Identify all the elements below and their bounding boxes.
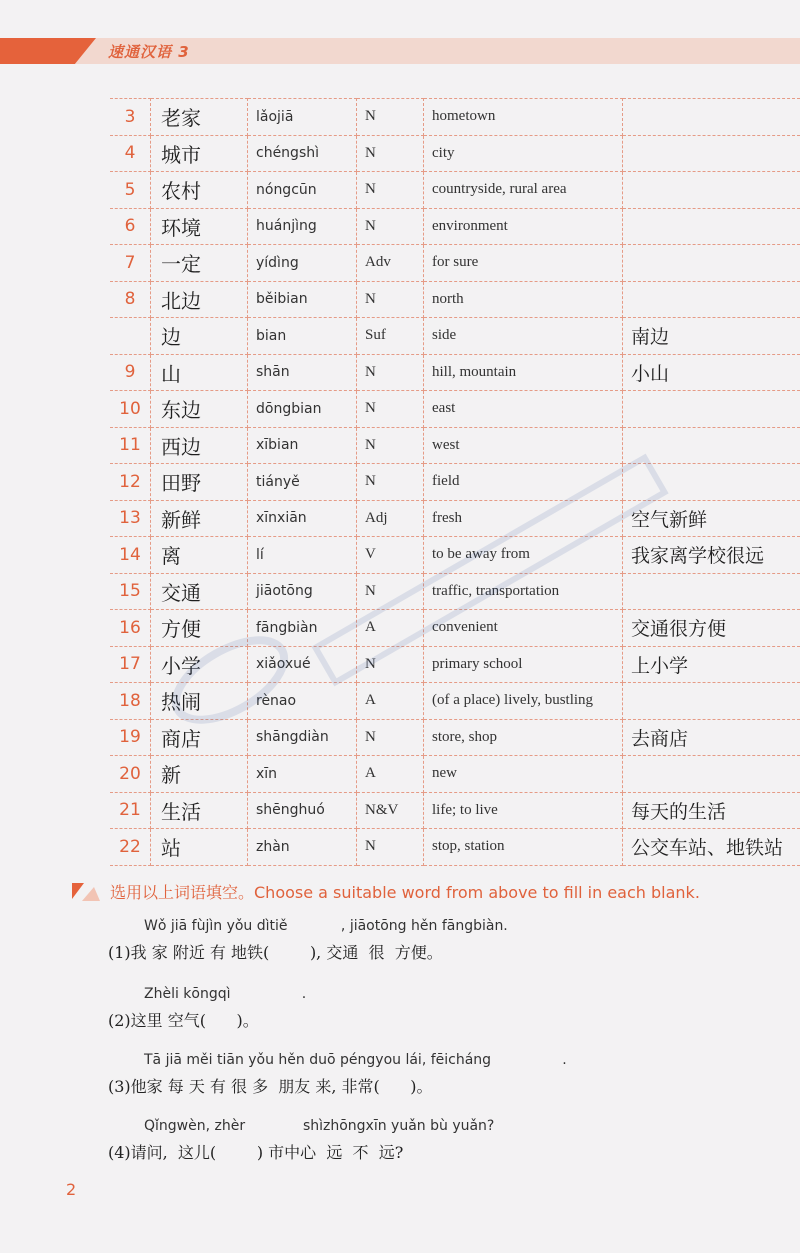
vocab-row: [110, 172, 800, 209]
vocab-pinyin: nóngcūn: [248, 172, 357, 209]
exercise-item: [108, 1118, 494, 1163]
vocab-row: [110, 756, 800, 793]
vocab-example: [623, 573, 800, 610]
vocab-pinyin: lí: [248, 537, 357, 574]
exercise-sentence: (3)他家 每 天 有 很 多 朋友 来, 非常( )。: [108, 1077, 433, 1096]
vocab-example: [623, 172, 800, 209]
vocab-word: 城市: [151, 135, 248, 172]
vocab-pinyin: rènao: [248, 683, 357, 720]
vocab-row: [110, 537, 800, 574]
vocab-number: 14: [110, 537, 151, 574]
vocab-number: 3: [110, 99, 151, 136]
vocab-example: 小山: [623, 354, 800, 391]
exercise-pinyin: Tā jiā měi tiān yǒu hěn duō péngyou lái, fēicháng .: [144, 1052, 567, 1068]
vocab-row: [110, 500, 800, 537]
vocab-number: 15: [110, 573, 151, 610]
vocab-pinyin: huánjìng: [248, 208, 357, 245]
vocab-number: 16: [110, 610, 151, 647]
vocab-row: [110, 719, 800, 756]
vocab-word: 西边: [151, 427, 248, 464]
vocab-example: 每天的生活: [623, 792, 800, 829]
exercise-item: [108, 918, 508, 963]
vocab-row: [110, 135, 800, 172]
vocab-example: [623, 683, 800, 720]
vocab-part-of-speech: N: [357, 646, 424, 683]
book-title: 速通汉语 3: [108, 43, 190, 61]
vocab-pinyin: shēnghuó: [248, 792, 357, 829]
vocab-english: fresh: [424, 500, 623, 537]
vocab-number: 5: [110, 172, 151, 209]
vocab-english: hometown: [424, 99, 623, 136]
vocab-number: 20: [110, 756, 151, 793]
vocab-number: 13: [110, 500, 151, 537]
vocab-word: 交通: [151, 573, 248, 610]
vocab-english: countryside, rural area: [424, 172, 623, 209]
vocab-english: environment: [424, 208, 623, 245]
vocab-word: 站: [151, 829, 248, 866]
vocab-part-of-speech: N: [357, 573, 424, 610]
vocab-example: [623, 464, 800, 501]
vocab-part-of-speech: Adj: [357, 500, 424, 537]
exercise-item: [108, 986, 306, 1031]
vocab-example: 去商店: [623, 719, 800, 756]
vocab-word: 一定: [151, 245, 248, 282]
vocab-word: 热闹: [151, 683, 248, 720]
vocab-number: 6: [110, 208, 151, 245]
vocab-english: new: [424, 756, 623, 793]
vocab-pinyin: xīn: [248, 756, 357, 793]
vocab-example: [623, 427, 800, 464]
vocab-part-of-speech: N: [357, 172, 424, 209]
vocab-number: 21: [110, 792, 151, 829]
vocab-number: 7: [110, 245, 151, 282]
vocab-word: 北边: [151, 281, 248, 318]
exercise-item: [108, 1052, 567, 1097]
vocab-row: [110, 99, 800, 136]
vocab-pinyin: lǎojiā: [248, 99, 357, 136]
vocab-english: store, shop: [424, 719, 623, 756]
vocab-pinyin: fāngbiàn: [248, 610, 357, 647]
vocab-part-of-speech: N: [357, 135, 424, 172]
vocab-english: traffic, transportation: [424, 573, 623, 610]
vocab-english: stop, station: [424, 829, 623, 866]
vocab-row: [110, 427, 800, 464]
vocab-row: [110, 610, 800, 647]
vocab-word: 离: [151, 537, 248, 574]
vocab-row: [110, 318, 800, 355]
vocab-word: 小学: [151, 646, 248, 683]
vocab-part-of-speech: N: [357, 281, 424, 318]
vocab-english: to be away from: [424, 537, 623, 574]
vocab-part-of-speech: N: [357, 208, 424, 245]
vocab-example: [623, 135, 800, 172]
vocab-word: 田野: [151, 464, 248, 501]
vocab-number: 11: [110, 427, 151, 464]
exercise-pinyin: Qǐngwèn, zhèr shìzhōngxīn yuǎn bù yuǎn?: [144, 1118, 495, 1134]
vocab-number: 8: [110, 281, 151, 318]
vocab-english: west: [424, 427, 623, 464]
exercise-sentence: (2)这里 空气( )。: [108, 1011, 259, 1030]
vocab-row: [110, 391, 800, 428]
vocab-example: 公交车站、地铁站: [623, 829, 800, 866]
vocab-word: 环境: [151, 208, 248, 245]
vocab-part-of-speech: A: [357, 683, 424, 720]
vocab-number: 19: [110, 719, 151, 756]
vocab-row: [110, 208, 800, 245]
vocab-number: 10: [110, 391, 151, 428]
vocab-part-of-speech: N: [357, 719, 424, 756]
vocab-part-of-speech: N: [357, 464, 424, 501]
vocab-english: hill, mountain: [424, 354, 623, 391]
vocab-english: primary school: [424, 646, 623, 683]
vocab-english: (of a place) lively, bustling: [424, 683, 623, 720]
vocab-pinyin: shān: [248, 354, 357, 391]
vocab-english: convenient: [424, 610, 623, 647]
vocab-example: [623, 281, 800, 318]
vocab-number: 4: [110, 135, 151, 172]
vocab-example: 空气新鲜: [623, 500, 800, 537]
vocab-example: [623, 391, 800, 428]
vocab-word: 农村: [151, 172, 248, 209]
vocab-word: 老家: [151, 99, 248, 136]
vocab-example: [623, 208, 800, 245]
vocab-word: 新鲜: [151, 500, 248, 537]
vocab-english: field: [424, 464, 623, 501]
vocab-example: [623, 756, 800, 793]
vocab-example: [623, 99, 800, 136]
vocab-word: 山: [151, 354, 248, 391]
vocab-pinyin: bian: [248, 318, 357, 355]
vocab-row: [110, 354, 800, 391]
vocab-part-of-speech: A: [357, 610, 424, 647]
vocab-pinyin: xiǎoxué: [248, 646, 357, 683]
vocab-part-of-speech: N&V: [357, 792, 424, 829]
vocab-part-of-speech: N: [357, 427, 424, 464]
vocabulary-table: [110, 98, 800, 866]
vocab-english: east: [424, 391, 623, 428]
vocab-example: [623, 245, 800, 282]
vocab-part-of-speech: Adv: [357, 245, 424, 282]
vocab-part-of-speech: N: [357, 391, 424, 428]
vocab-english: for sure: [424, 245, 623, 282]
vocab-row: [110, 829, 800, 866]
vocab-pinyin: shāngdiàn: [248, 719, 357, 756]
vocab-pinyin: běibian: [248, 281, 357, 318]
exercise-pinyin: Zhèli kōngqì .: [144, 986, 307, 1002]
vocab-pinyin: jiāotōng: [248, 573, 357, 610]
vocab-row: [110, 464, 800, 501]
triangle-marker-icon: [72, 883, 102, 901]
exercise-heading: [72, 880, 700, 903]
vocab-number: 12: [110, 464, 151, 501]
vocab-number: [110, 318, 151, 355]
vocab-word: 方便: [151, 610, 248, 647]
vocab-part-of-speech: N: [357, 99, 424, 136]
vocab-row: [110, 792, 800, 829]
vocab-row: [110, 245, 800, 282]
vocab-english: side: [424, 318, 623, 355]
vocab-example: 南边: [623, 318, 800, 355]
vocab-example: 上小学: [623, 646, 800, 683]
vocab-pinyin: zhàn: [248, 829, 357, 866]
page-number: 2: [66, 1180, 77, 1199]
vocab-english: city: [424, 135, 623, 172]
vocab-part-of-speech: N: [357, 354, 424, 391]
vocab-number: 18: [110, 683, 151, 720]
vocab-part-of-speech: A: [357, 756, 424, 793]
vocab-english: north: [424, 281, 623, 318]
vocab-row: [110, 646, 800, 683]
vocab-part-of-speech: Suf: [357, 318, 424, 355]
vocab-english: life; to live: [424, 792, 623, 829]
vocab-part-of-speech: N: [357, 829, 424, 866]
vocab-row: [110, 683, 800, 720]
vocab-pinyin: yídìng: [248, 245, 357, 282]
vocab-example: 我家离学校很远: [623, 537, 800, 574]
exercise-pinyin: Wǒ jiā fùjìn yǒu dìtiě , jiāotōng hěn fāngbiàn.: [144, 918, 508, 934]
vocab-word: 商店: [151, 719, 248, 756]
vocab-pinyin: xīnxiān: [248, 500, 357, 537]
vocab-word: 边: [151, 318, 248, 355]
vocab-number: 22: [110, 829, 151, 866]
exercise-sentence: (4)请问, 这儿( ) 市中心 远 不 远?: [108, 1143, 404, 1162]
vocab-word: 新: [151, 756, 248, 793]
vocab-part-of-speech: V: [357, 537, 424, 574]
vocab-pinyin: dōngbian: [248, 391, 357, 428]
vocab-pinyin: tiányě: [248, 464, 357, 501]
vocab-pinyin: chéngshì: [248, 135, 357, 172]
exercise-sentence: (1)我 家 附近 有 地铁( ), 交通 很 方便。: [108, 943, 443, 962]
vocab-number: 9: [110, 354, 151, 391]
vocab-word: 东边: [151, 391, 248, 428]
vocab-pinyin: xībian: [248, 427, 357, 464]
vocab-example: 交通很方便: [623, 610, 800, 647]
vocab-number: 17: [110, 646, 151, 683]
vocab-row: [110, 573, 800, 610]
vocab-word: 生活: [151, 792, 248, 829]
vocab-row: [110, 281, 800, 318]
exercise-instruction: 选用以上词语填空。Choose a suitable word from above to fill in each blank.: [110, 883, 700, 902]
